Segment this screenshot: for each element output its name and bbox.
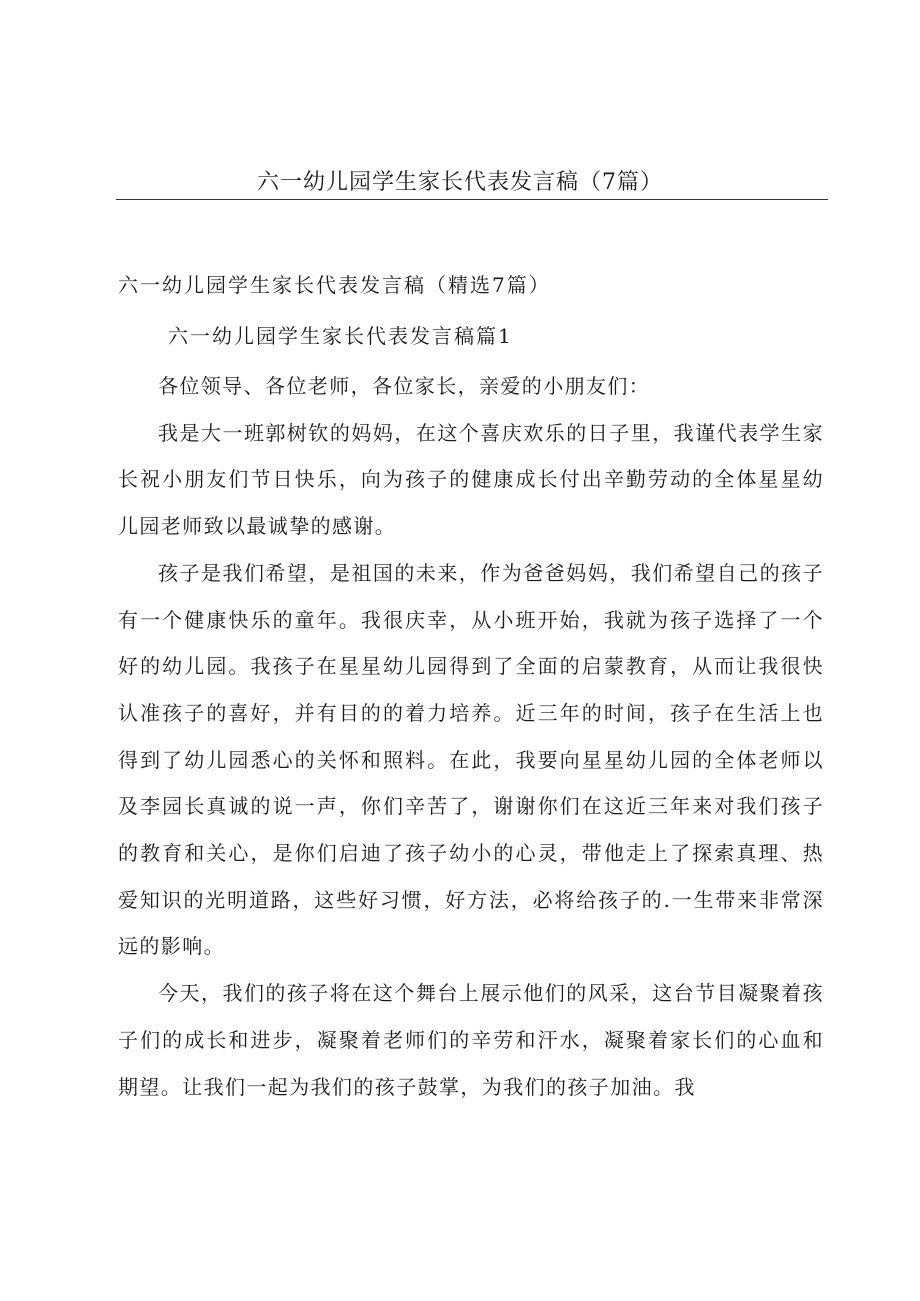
- paragraph: 我是大一班郭树钦的妈妈，在这个喜庆欢乐的日子里，我谨代表学生家长祝小朋友们节日快乐，向为孩子的健康成长付出辛勤劳动的全体星星幼儿园老师致以最诚挚的感谢。: [118, 420, 824, 539]
- paragraph-salutation: 各位领导、各位老师，各位家长，亲爱的小朋友们：: [158, 374, 651, 398]
- title-underline: [116, 199, 828, 200]
- paragraph: 今天，我们的孩子将在这个舞台上展示他们的风采，这台节目凝聚着孩子们的成长和进步，凝聚着老师们的辛劳和汗水，凝聚着家长们的心血和期望。让我们一起为我们的孩子鼓掌，为我们的孩子加油。我: [118, 981, 824, 1099]
- paragraph: 孩子是我们希望，是祖国的未来，作为爸爸妈妈，我们希望自己的孩子有一个健康快乐的童年。我很庆幸，从小班开始，我就为孩子选择了一个好的幼儿园。我孩子在星星幼儿园得到了全面的启蒙教育，从而让我很快认准孩子的喜好，并有目的的着力培养。近三年的时间，孩子在生活上也得到了幼儿园悉心的关怀和照料。在此，我要向星星幼儿园的全体老师以及李园长真诚的说一声，你们辛苦了，谢谢你们在这近三年来对我们孩子的教育和关心，是你们启迪了孩子幼小的心灵，带他走上了探索真理、热爱知识的光明道路，这些好习惯，好方法，必将给孩子的.一生带来非常深远的影响。: [118, 560, 824, 959]
- document-body: [118, 363, 824, 1110]
- document-subtitle: 六一幼儿园学生家长代表发言稿（精选7篇）: [118, 273, 551, 297]
- document-title: 六一幼儿园学生家长代表发言稿（7篇）: [257, 170, 663, 195]
- section-heading: 六一幼儿园学生家长代表发言稿篇1: [168, 324, 513, 348]
